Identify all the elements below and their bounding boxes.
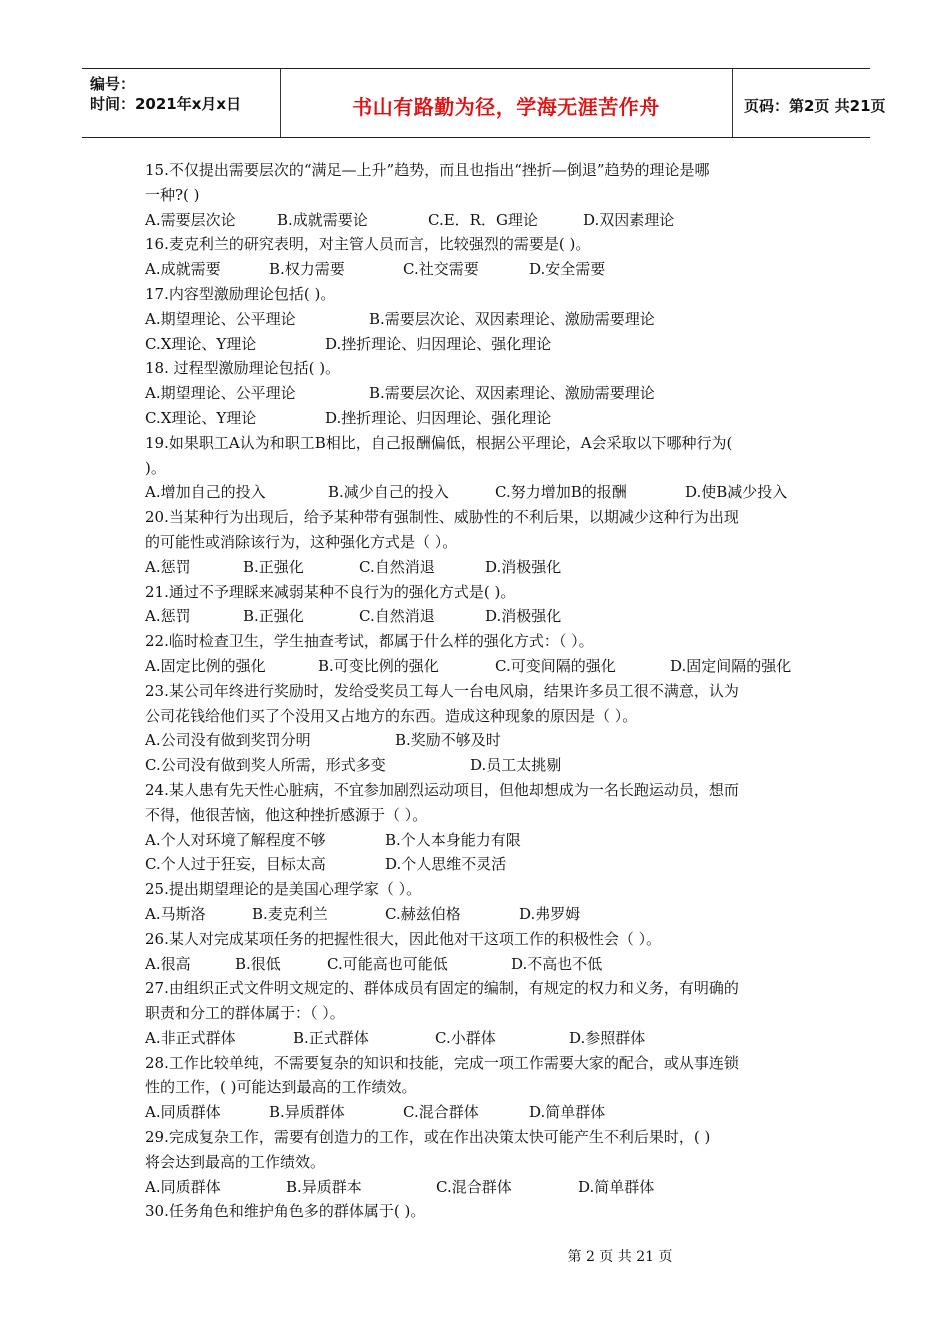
answer-option: B.麦克利兰 <box>252 904 328 923</box>
answer-option: C.E．R．G理论 <box>428 210 538 229</box>
answer-option: D.参照群体 <box>569 1028 646 1047</box>
options-line <box>145 604 810 629</box>
answer-option: C.自然消退 <box>359 607 435 626</box>
answer-option: A.惩罚 <box>145 557 191 576</box>
answer-option: C.可变间隔的强化 <box>495 656 616 675</box>
answer-option: A.增加自己的投入 <box>145 483 266 502</box>
answer-option: D.消极强化 <box>485 607 562 626</box>
footer-page-number: 第 2 页 共 21 页 <box>567 1249 673 1265</box>
question-list <box>145 158 810 1224</box>
question-text-line: 29.完成复杂工作，需要有创造力的工作，或在作出决策太快可能产生不利后果时，( ) <box>145 1128 711 1147</box>
answer-option: C.X理论、Y理论 <box>145 334 257 353</box>
question-text-line: 性的工作，( )可能达到最高的工作绩效。 <box>145 1078 417 1097</box>
options-line <box>145 828 810 853</box>
serial-label: 编号： <box>90 75 136 93</box>
options-line <box>145 952 810 977</box>
answer-option: B.个人本身能力有限 <box>385 830 521 849</box>
motto-text: 书山有路勤为径，学海无涯苦作舟 <box>352 95 660 119</box>
answer-option: A.同质群体 <box>145 1103 221 1122</box>
answer-option: A.期望理论、公平理论 <box>145 309 296 328</box>
page-info: 页码：第2页 共21页 <box>744 97 886 115</box>
options-line <box>145 902 810 927</box>
answer-option: B.可变比例的强化 <box>318 656 439 675</box>
question-text-line: 16.麦克利兰的研究表明，对主管人员而言，比较强烈的需要是( )。 <box>145 235 591 254</box>
question-text-line: 30.任务角色和维护角色多的群体属于( )。 <box>145 1202 426 1221</box>
answer-option: B.成就需要论 <box>277 210 368 229</box>
question-text-line: 26.某人对完成某项任务的把握性很大，因此他对干这项工作的积极性会（ ）。 <box>145 929 662 948</box>
answer-option: A.马斯洛 <box>145 904 206 923</box>
answer-option: D.弗罗姆 <box>519 904 581 923</box>
answer-option: D.简单群体 <box>529 1103 606 1122</box>
question-text-line: 25.提出期望理论的是美国心理学家（ ）。 <box>145 880 422 899</box>
answer-option: C.X理论、Y理论 <box>145 408 257 427</box>
date-label: 时间：2021年x月x日 <box>90 95 242 113</box>
answer-option: C.自然消退 <box>359 557 435 576</box>
options-line <box>145 654 810 679</box>
answer-option: D.消极强化 <box>485 557 562 576</box>
header-motto-cell <box>280 69 733 137</box>
question-text-line: 27.由组织正式文件明文规定的、群体成员有固定的编制，有规定的权力和义务，有明确的 <box>145 979 739 998</box>
answer-option: B.很低 <box>235 954 281 973</box>
answer-option: C.小群体 <box>435 1028 496 1047</box>
header-page-cell <box>732 69 886 137</box>
answer-option: B.需要层次论、双因素理论、激励需要理论 <box>369 309 655 328</box>
answer-option: C.混合群体 <box>436 1177 512 1196</box>
answer-option: D.挫折理论、归因理论、强化理论 <box>325 334 552 353</box>
options-line <box>145 555 810 580</box>
options-line <box>145 1026 810 1051</box>
question-text-line: 职责和分工的群体属于：（ ）。 <box>145 1004 345 1023</box>
options-line <box>145 208 810 233</box>
answer-option: B.奖励不够及时 <box>395 731 501 750</box>
options-line <box>145 257 810 282</box>
options-line <box>145 1100 810 1125</box>
question-text-line: 19.如果职工A认为和职工B相比，自己报酬偏低，根据公平理论，A会采取以下哪种行为( <box>145 433 733 452</box>
options-line <box>145 480 810 505</box>
answer-option: A.惩罚 <box>145 607 191 626</box>
options-line <box>145 1175 810 1200</box>
question-text-line: 公司花钱给他们买了个没用又占地方的东西。造成这种现象的原因是（ ）。 <box>145 706 638 725</box>
answer-option: C.个人过于狂妄，目标太高 <box>145 855 326 874</box>
answer-option: B.正强化 <box>243 607 304 626</box>
question-text-line: 的可能性或消除该行为，这种强化方式是（ ）。 <box>145 532 458 551</box>
answer-option: D.个人思维不灵活 <box>385 855 507 874</box>
question-text-line: 17.内容型激励理论包括( )。 <box>145 284 336 303</box>
answer-option: D.安全需要 <box>529 260 606 279</box>
answer-option: B.需要层次论、双因素理论、激励需要理论 <box>369 384 655 403</box>
answer-option: D.双因素理论 <box>583 210 675 229</box>
options-line <box>145 852 810 877</box>
answer-option: A.个人对环境了解程度不够 <box>145 830 326 849</box>
answer-option: C.社交需要 <box>403 260 479 279</box>
answer-option: D.员工太挑剔 <box>470 756 562 775</box>
page-header <box>82 68 886 138</box>
answer-option: A.期望理论、公平理论 <box>145 384 296 403</box>
question-text-line: 将会达到最高的工作绩效。 <box>145 1152 326 1171</box>
options-line <box>145 332 810 357</box>
answer-option: C.公司没有做到奖人所需，形式多变 <box>145 756 386 775</box>
answer-option: D.使B减少投入 <box>685 483 788 502</box>
options-line <box>145 307 810 332</box>
options-line <box>145 381 810 406</box>
answer-option: A.固定比例的强化 <box>145 656 266 675</box>
answer-option: C.赫兹伯格 <box>385 904 461 923</box>
answer-option: B.权力需要 <box>269 260 345 279</box>
question-text-line: 23.某公司年终进行奖励时，发给受奖员工每人一台电风扇，结果许多员工很不满意，认为 <box>145 681 739 700</box>
answer-option: B.正式群体 <box>293 1028 369 1047</box>
answer-option: A.同质群体 <box>145 1177 221 1196</box>
question-text-line: 15.不仅提出需要层次的“满足—上升”趋势，而且也指出“挫折—倒退”趋势的理论是哪 <box>145 161 710 179</box>
answer-option: A.需要层次论 <box>145 210 236 229</box>
page-footer <box>0 1246 950 1266</box>
question-text-line: 一种?( ) <box>145 185 200 204</box>
answer-option: B.异质群本 <box>286 1177 362 1196</box>
question-text-line: 18. 过程型激励理论包括( )。 <box>145 359 341 378</box>
question-text-line: 28.工作比较单纯，不需要复杂的知识和技能，完成一项工作需要大家的配合，或从事连锁 <box>145 1053 739 1072</box>
answer-option: D.简单群体 <box>578 1177 655 1196</box>
question-text-line: 24.某人患有先天性心脏病，不宜参加剧烈运动项目，但他却想成为一名长跑运动员，想而 <box>145 780 739 799</box>
answer-option: D.不高也不低 <box>511 954 603 973</box>
question-text-line: 不得，他很苦恼，他这种挫折感源于（ ）。 <box>145 805 428 824</box>
header-meta-cell <box>82 69 281 137</box>
answer-option: D.挫折理论、归因理论、强化理论 <box>325 408 552 427</box>
answer-option: A.成就需要 <box>145 260 221 279</box>
answer-option: C.努力增加B的报酬 <box>495 483 627 502</box>
options-line <box>145 406 810 431</box>
options-line <box>145 753 810 778</box>
answer-option: B.正强化 <box>243 557 304 576</box>
question-text-line: 21.通过不予理睬来减弱某种不良行为的强化方式是( )。 <box>145 582 516 601</box>
answer-option: C.可能高也可能低 <box>327 954 448 973</box>
answer-option: A.很高 <box>145 954 191 973</box>
answer-option: B.减少自己的投入 <box>328 483 449 502</box>
question-text-line: )。 <box>145 458 166 477</box>
question-text-line: 20.当某种行为出现后，给予某种带有强制性、威胁性的不利后果，以期减少这种行为出现 <box>145 508 739 527</box>
answer-option: A.非正式群体 <box>145 1028 236 1047</box>
answer-option: A.公司没有做到奖罚分明 <box>145 731 311 750</box>
options-line <box>145 728 810 753</box>
answer-option: D.固定间隔的强化 <box>670 656 792 675</box>
answer-option: C.混合群体 <box>403 1103 479 1122</box>
question-text-line: 22.临时检查卫生，学生抽查考试，都属于什么样的强化方式：（ ）。 <box>145 632 594 651</box>
answer-option: B.异质群体 <box>269 1103 345 1122</box>
